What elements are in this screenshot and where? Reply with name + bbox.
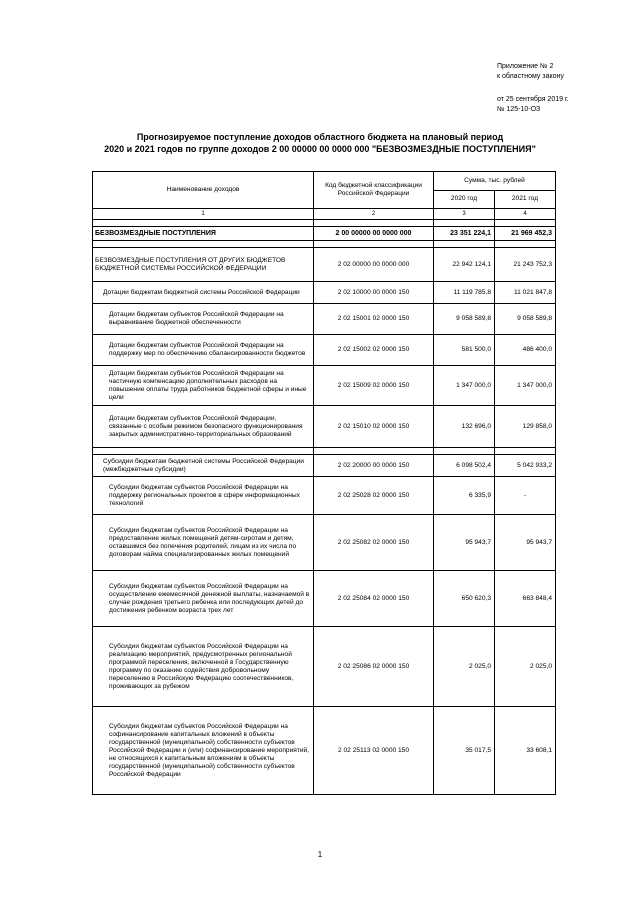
row-value-2020: 22 942 124,1 — [434, 248, 495, 282]
row-code: 2 02 15001 02 0000 150 — [314, 304, 434, 335]
column-number: 3 — [434, 209, 495, 220]
row-name: Субсидии бюджетам бюджетной системы Российской Федерации (межбюджетные субсидии) — [93, 455, 314, 477]
appendix-line: № 125-10-ОЗ — [497, 106, 541, 113]
row-code: 2 02 15002 02 0000 150 — [314, 335, 434, 366]
table-row — [93, 282, 556, 304]
row-name: Субсидии бюджетам субъектов Российской Федерации на софинансирование капитальных вложений в объекты государственной (муниципальной) собственности субъектов Российской Федерации и (или) софинансирование мероприятий, не относящихся к капитальным вложениям в объекты государственной (муниципальной) собственности субъектов Российской Федерации — [93, 707, 314, 795]
table-row — [93, 366, 556, 406]
row-value-2020: 95 943,7 — [434, 515, 495, 571]
table-row — [93, 335, 556, 366]
header-code: Код бюджетной классификации Российской Федерации — [314, 172, 434, 209]
row-value-2020: 11 119 785,8 — [434, 282, 495, 304]
table-header-row — [93, 172, 556, 191]
appendix-block — [497, 62, 569, 115]
header-year-2021: 2021 год — [495, 190, 556, 209]
row-value-2020: 6 335,9 — [434, 477, 495, 515]
appendix-line: к областному закону — [497, 73, 564, 80]
title-line: Прогнозируемое поступление доходов областного бюджета на плановый период — [136, 132, 504, 142]
row-value-2021: 21 243 752,3 — [495, 248, 556, 282]
row-value-2021: 1 347 000,0 — [495, 366, 556, 406]
spacer-row — [93, 241, 556, 248]
header-name: Наименование доходов — [93, 172, 314, 209]
appendix-line: Приложение № 2 — [497, 63, 554, 70]
row-code: 2 02 25084 02 0000 150 — [314, 571, 434, 627]
row-name: БЕЗВОЗМЕЗДНЫЕ ПОСТУПЛЕНИЯ ОТ ДРУГИХ БЮДЖЕТОВ БЮДЖЕТНОЙ СИСТЕМЫ РОССИЙСКОЙ ФЕДЕРАЦИИ — [93, 248, 314, 282]
row-value-2020: 2 025,0 — [434, 627, 495, 707]
row-value-2021: 663 848,4 — [495, 571, 556, 627]
title-line: 2020 и 2021 годов по группе доходов 2 00 00000 00 0000 000 "БЕЗВОЗМЕЗДНЫЕ ПОСТУПЛЕНИЯ" — [104, 144, 536, 154]
row-code: 2 02 25028 02 0000 150 — [314, 477, 434, 515]
spacer-row — [93, 220, 556, 227]
row-code: 2 02 15010 02 0000 150 — [314, 406, 434, 448]
spacer-row — [93, 448, 556, 455]
row-name: Субсидии бюджетам субъектов Российской Федерации на поддержку региональных проектов в сфере информационных технологий — [93, 477, 314, 515]
row-name: БЕЗВОЗМЕЗДНЫЕ ПОСТУПЛЕНИЯ — [93, 227, 314, 241]
row-code: 2 02 25113 02 0000 150 — [314, 707, 434, 795]
column-number: 1 — [93, 209, 314, 220]
row-code: 2 02 00000 00 0000 000 — [314, 248, 434, 282]
row-value-2020: 1 347 000,0 — [434, 366, 495, 406]
row-code: 2 02 25086 02 0000 150 — [314, 627, 434, 707]
row-code: 2 02 25082 02 0000 150 — [314, 515, 434, 571]
table-row — [93, 304, 556, 335]
row-value-2020: 35 017,5 — [434, 707, 495, 795]
table-row — [93, 248, 556, 282]
page-number: 1 — [317, 850, 323, 859]
table-row — [93, 627, 556, 707]
table-row — [93, 227, 556, 241]
column-number-row — [93, 209, 556, 220]
table-row — [93, 455, 556, 477]
row-value-2021: 129 858,0 — [495, 406, 556, 448]
row-code: 2 02 20000 00 0000 150 — [314, 455, 434, 477]
revenue-table — [92, 171, 556, 795]
row-name: Дотации бюджетам субъектов Российской Федерации на выравнивание бюджетной обеспеченности — [93, 304, 314, 335]
row-value-2020: 581 500,0 — [434, 335, 495, 366]
row-value-2021: 9 058 589,8 — [495, 304, 556, 335]
row-name: Субсидии бюджетам субъектов Российской Федерации на реализацию мероприятий, предусмотренных региональной программой переселения, включенной в Государственную программу по оказанию содействия добровольному переселению в Российскую Федерацию соотечественников, проживающих за рубежом — [93, 627, 314, 707]
row-value-2020: 132 696,0 — [434, 406, 495, 448]
row-code: 2 00 00000 00 0000 000 — [314, 227, 434, 241]
row-value-2021: 21 969 452,3 — [495, 227, 556, 241]
header-year-2020: 2020 год — [434, 190, 495, 209]
row-name: Дотации бюджетам субъектов Российской Федерации на поддержку мер по обеспечению сбалансированности бюджетов — [93, 335, 314, 366]
row-value-2021: - — [495, 477, 556, 515]
column-number: 2 — [314, 209, 434, 220]
row-value-2020: 650 620,3 — [434, 571, 495, 627]
row-value-2021: 5 042 933,2 — [495, 455, 556, 477]
header-sum: Сумма, тыс. рублей — [434, 172, 556, 191]
table-row — [93, 515, 556, 571]
row-value-2021: 11 021 847,8 — [495, 282, 556, 304]
row-name: Дотации бюджетам субъектов Российской Федерации на частичную компенсацию дополнительных расходов на повышение оплаты труда работников бюджетной сферы и иные цели — [93, 366, 314, 406]
row-name: Субсидии бюджетам субъектов Российской Федерации на осуществление ежемесячной денежной выплаты, назначаемой в случае рождения третьего ребенка или последующих детей до достижения ребенком возраста трех лет — [93, 571, 314, 627]
row-code: 2 02 15009 02 0000 150 — [314, 366, 434, 406]
table-row — [93, 707, 556, 795]
column-number: 4 — [495, 209, 556, 220]
row-value-2021: 95 943,7 — [495, 515, 556, 571]
table-row — [93, 571, 556, 627]
row-value-2021: 33 608,1 — [495, 707, 556, 795]
table-row — [93, 477, 556, 515]
table-row — [93, 406, 556, 448]
row-value-2021: 2 025,0 — [495, 627, 556, 707]
row-code: 2 02 10000 00 0000 150 — [314, 282, 434, 304]
row-name: Дотации бюджетам субъектов Российской Федерации, связанные с особым режимом безопасного функционирования закрытых административно-территориальных образований — [93, 406, 314, 448]
row-value-2020: 23 351 224,1 — [434, 227, 495, 241]
row-name: Дотации бюджетам бюджетной системы Российской Федерации — [93, 282, 314, 304]
row-value-2021: 486 400,0 — [495, 335, 556, 366]
appendix-line: от 25 сентября 2019 г. — [497, 96, 569, 103]
row-name: Субсидии бюджетам субъектов Российской Федерации на предоставление жилых помещений детям-сиротам и детям, оставшимся без попечения родителей, лицам из их числа по договорам найма специализированных жилых помещений — [93, 515, 314, 571]
document-title — [0, 131, 640, 155]
row-value-2020: 9 058 589,8 — [434, 304, 495, 335]
row-value-2020: 6 098 502,4 — [434, 455, 495, 477]
